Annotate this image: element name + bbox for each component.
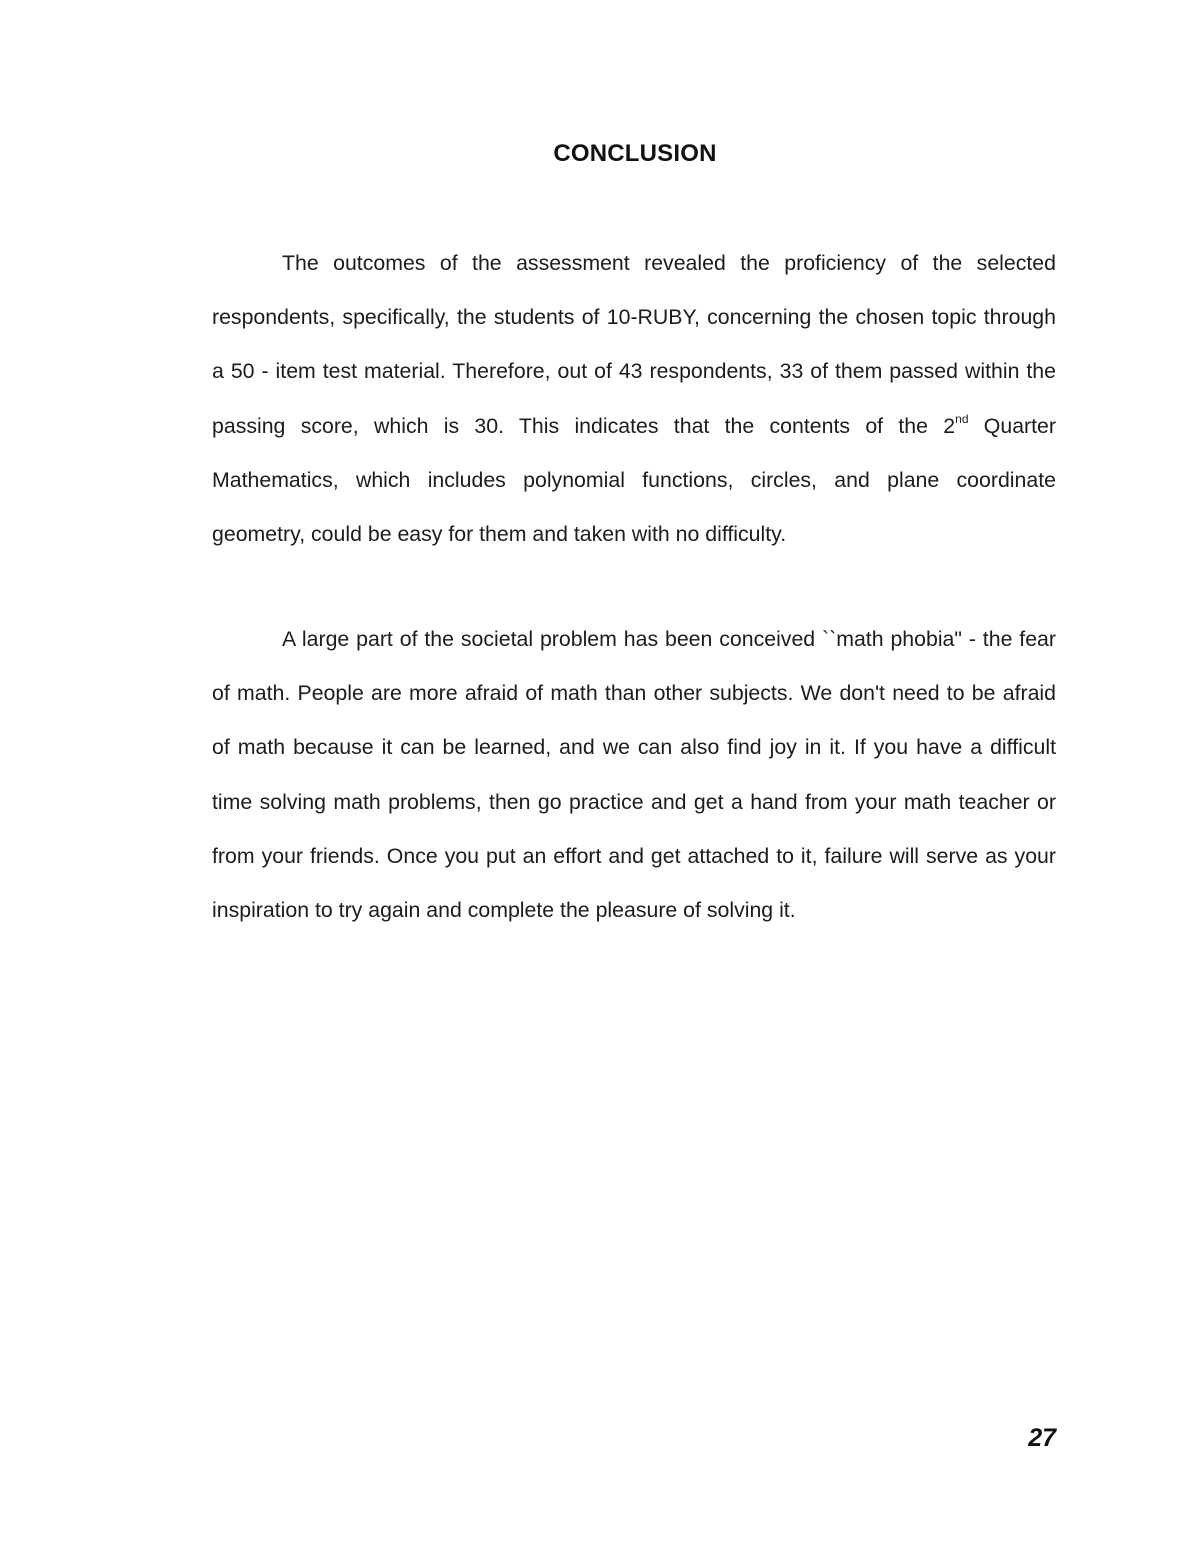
conclusion-paragraph-1 bbox=[212, 236, 1056, 561]
conclusion-paragraph-2: A large part of the societal problem has been conceived ``math phobia" - the fear of math. People are more afraid of math than other subjects. We don't need to be afraid of math because it can be learned, and we can also find joy in it. If you have a difficult time solving math problems, then go practice and get a hand from your math teacher or from your friends. Once you put an effort and get attached to it, failure will serve as your inspiration to try again and complete the pleasure of solving it. bbox=[212, 627, 1056, 923]
paragraph-1-text-start: The outcomes of the assessment revealed the proficiency of the selected respondents, specifically, the students of 10-RUBY, concerning the chosen topic through a 50 - item test material. Therefore, out of 43 respondents, 33 of them passed within the passing score, which is 30. This indicates that the contents of the 2 bbox=[212, 251, 1056, 438]
section-title: CONCLUSION bbox=[553, 140, 717, 167]
paragraph-1-text-end: Quarter Mathematics, which includes polynomial functions, circles, and plane coordinate geometry, could be easy for them and taken with no difficulty. bbox=[212, 413, 1056, 547]
page-number: 27 bbox=[1028, 1424, 1056, 1452]
ordinal-superscript: nd bbox=[955, 411, 969, 426]
